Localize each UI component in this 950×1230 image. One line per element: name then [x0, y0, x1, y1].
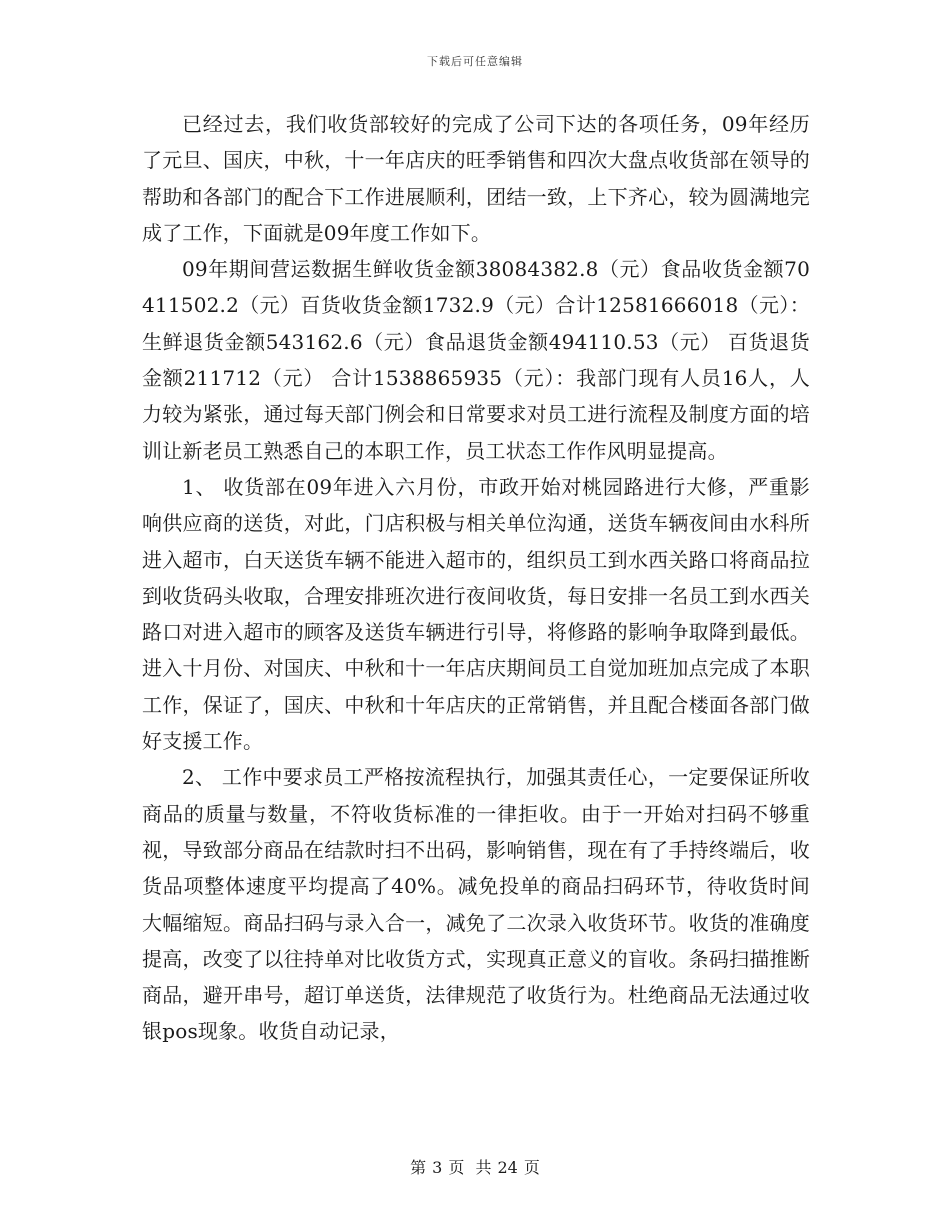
paragraph-intro: 已经过去，我们收货部较好的完成了公司下达的各项任务，09年经历了元旦、国庆，中秋，十一年店庆的旺季销售和四次大盘点收货部在领导的帮助和各部门的配合下工作进展顺利，团结一致，上下齐心，较为圆满地完成了工作，下面就是09年度工作如下。 [142, 112, 810, 245]
paragraph-item-1: 1、 收货部在09年进入六月份，市政开始对桃园路进行大修，严重影响供应商的送货，对此，门店积极与相关单位沟通，送货车辆夜间由水科所进入超市，白天送货车辆不能进入超市的，组织员工到水西关路口将商品拉到收货码头收取，合理安排班次进行夜间收货，每日安排一名员工到水西关路口对进入超市的顾客及送货车辆进行引导，将修路的影响争取降到最低。进入十月份、对国庆、中秋和十一年店庆期间员工自觉加班加点完成了本职工作，保证了，国庆、中秋和十年店庆的正常销售，并且配合楼面各部门做好支援工作。 [142, 474, 810, 754]
footer-prefix: 第 [410, 1158, 427, 1177]
paragraph-operations-data: 09年期间营运数据生鲜收货金额38084382.8（元）食品收货金额70411502.2（元）百货收货金额1732.9（元）合计12581666018（元）：生鲜退货金额543162.6（元）食品退货金额494110.53（元） 百货退货金额211712（元） 合计1538865935（元）：我部门现有人员16人，人力较为紧张，通过每天部门例会和日常要求对员工进行流程及制度方面的培训让新老员工熟悉自己的本职工作，员工状态工作作风明显提高。 [142, 257, 810, 463]
document-body [142, 106, 810, 1050]
paragraph-item-2: 2、 工作中要求员工严格按流程执行，加强其责任心，一定要保证所收商品的质量与数量，不符收货标准的一律拒收。由于一开始对扫码不够重视，导致部分商品在结款时扫不出码，影响销售，现在有了手持终端后，收货品项整体速度平均提高了40%。减免投单的商品扫码环节，待收货时间大幅缩短。商品扫码与录入合一，减免了二次录入收货环节。收货的准确度提高，改变了以往持单对比收货方式，实现真正意义的盲收。条码扫描推断商品，避开串号，超订单送货，法律规范了收货行为。杜绝商品无法通过收银pos现象。收货自动记录， [142, 765, 810, 1044]
header-note: 下载后可任意编辑 [427, 55, 523, 68]
footer-suffix: 页 [523, 1158, 540, 1177]
footer-middle: 页 共 [448, 1158, 492, 1177]
footer-total-pages: 24 [497, 1158, 518, 1177]
footer-page-number: 3 [432, 1158, 443, 1177]
page-footer [0, 1155, 950, 1178]
